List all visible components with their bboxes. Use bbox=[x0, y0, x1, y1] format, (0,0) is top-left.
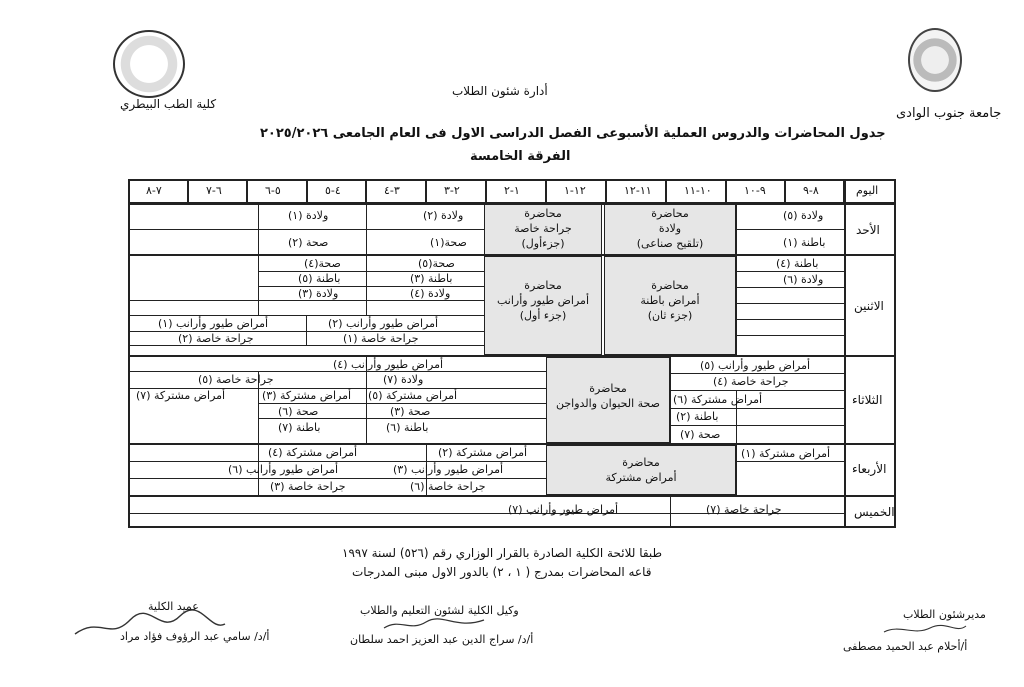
time-header-label: ٦-٧ bbox=[206, 184, 222, 197]
mon-lecture-poultry: محاضرة أمراض طيور وأرانب (جزء أول) bbox=[496, 279, 590, 322]
wed-a1: أمراض مشتركة (٢) bbox=[438, 446, 528, 459]
time-header-label: ٣-٤ bbox=[384, 184, 400, 197]
time-header-label: ٧-٨ bbox=[146, 184, 162, 197]
time-header-label: ١١-١٢ bbox=[624, 184, 652, 197]
tue-r1a: أمراض طيور وأرانب (٥) bbox=[700, 359, 811, 372]
mon-c5c: ولادة (٤) bbox=[410, 287, 451, 300]
tue-m9: باطنة (٧) bbox=[278, 421, 321, 434]
wed-b3: جراحة خاصة (٣) bbox=[270, 480, 346, 493]
time-header-label: ١٠-١١ bbox=[684, 184, 712, 197]
sun-c5b: صحة(١) bbox=[430, 236, 467, 249]
department-name: أدارة شئون الطلاب bbox=[452, 84, 548, 98]
tue-lecture: محاضرة صحة الحيوان والدواجن bbox=[555, 382, 660, 410]
mon-c5a: صحة(٥) bbox=[418, 257, 455, 270]
tue-r1b: جراحة خاصة (٤) bbox=[713, 375, 789, 388]
footer-line1: طبقا للائحة الكلية الصادرة بالقرار الوزاري رقم (٥٢٦) لسنة ١٩٩٧ bbox=[342, 546, 663, 560]
time-header-label: ٢-٣ bbox=[444, 184, 460, 197]
day-tuesday: الثلاثاء bbox=[852, 393, 883, 407]
vice-signature bbox=[380, 614, 490, 636]
wed-c1: أمراض مشتركة (١) bbox=[741, 447, 831, 460]
dean-name: أ/د/ سامي عبد الرؤوف فؤاد مراد bbox=[120, 630, 270, 643]
sun-c1a: ولادة (٥) bbox=[783, 209, 824, 222]
mon-c7c: ولادة (٣) bbox=[298, 287, 339, 300]
day-monday: الاثنين bbox=[854, 299, 884, 313]
sun-lecture-surgery: محاضرة جراحة خاصة (جزءأول) bbox=[514, 207, 572, 250]
tue-m5: باطنة (٦) bbox=[386, 421, 429, 434]
vice-name: أ/د/ سراج الدين عبد العزيز احمد سلطان bbox=[350, 633, 534, 646]
wed-lecture: محاضرة أمراض مشتركة bbox=[605, 456, 677, 484]
mon-c5b: باطنة (٣) bbox=[410, 272, 453, 285]
faculty-name: كلية الطب البيطري bbox=[120, 97, 217, 111]
time-header-label: ٩-١٠ bbox=[744, 184, 766, 197]
vice-title: وكيل الكلية لشئون التعليم والطلاب bbox=[360, 604, 519, 617]
tue-r1c: أمراض مشتركة (٦) bbox=[673, 393, 763, 406]
mon-l2: أمراض طيور وأرانب (١) bbox=[158, 317, 269, 330]
director-signature bbox=[880, 618, 970, 640]
time-header-label: ١-٢ bbox=[504, 184, 520, 197]
mon-l4: جراحة خاصة (٢) bbox=[178, 332, 254, 345]
university-logo bbox=[908, 28, 962, 92]
faculty-logo bbox=[113, 30, 185, 98]
page-subtitle: الفرقة الخامسة bbox=[470, 149, 571, 164]
time-header-label: ٤-٥ bbox=[325, 184, 341, 197]
wed-a2: أمراض طيور وأرانب (٣) bbox=[393, 463, 504, 476]
mon-l3: جراحة خاصة (١) bbox=[343, 332, 419, 345]
sun-c7a: ولادة (١) bbox=[288, 209, 329, 222]
tue-m8: صحة (٦) bbox=[278, 405, 319, 418]
dean-title: عميد الكلية bbox=[148, 600, 199, 613]
wed-b2: أمراض طيور وأرانب (٦) bbox=[228, 463, 339, 476]
university-name: جامعة جنوب الوادى bbox=[896, 106, 1002, 121]
time-header-label: ٨-٩ bbox=[803, 184, 819, 197]
header-day-label: اليوم bbox=[856, 184, 879, 197]
tue-m10: أمراض مشتركة (٧) bbox=[136, 389, 226, 402]
mon-c7a: صحة(٤) bbox=[304, 257, 341, 270]
day-thursday: الخميس bbox=[854, 505, 895, 519]
director-name: أ/أحلام عبد الحميد مصطفى bbox=[843, 640, 968, 653]
time-header-label: ٥-٦ bbox=[265, 184, 281, 197]
mon-c1a: باطنة (٤) bbox=[776, 257, 819, 270]
sun-lecture-obstetrics: محاضرة ولادة (تلقيح صناعى) bbox=[636, 207, 704, 250]
timetable bbox=[128, 179, 896, 528]
tue-m1: أمراض طيور وأرانب (٤) bbox=[333, 358, 444, 371]
time-header-label: ١٢-١ bbox=[564, 184, 586, 197]
tue-m7: أمراض مشتركة (٣) bbox=[262, 389, 352, 402]
tue-m4: صحة (٣) bbox=[390, 405, 431, 418]
thu-c1: جراحة خاصة (٧) bbox=[706, 503, 782, 516]
mon-lecture-internal: محاضرة أمراض باطنة (جزء ثان) bbox=[640, 279, 700, 322]
sun-c5a: ولادة (٢) bbox=[423, 209, 464, 222]
day-sunday: الأحد bbox=[856, 223, 880, 237]
thu-c2: أمراض طيور وأرانب (٧) bbox=[508, 503, 619, 516]
tue-r1e: صحة (٧) bbox=[680, 428, 721, 441]
tue-r1d: باطنة (٢) bbox=[676, 410, 719, 423]
sun-c1b: باطنة (١) bbox=[783, 236, 826, 249]
tue-m6: جراحة خاصة (٥) bbox=[198, 373, 274, 386]
mon-l1: أمراض طيور وأرانب (٢) bbox=[328, 317, 439, 330]
footer-line2: قاعه المحاضرات بمدرج ( ١ ، ٢) بالدور الاول مبنى المدرجات bbox=[352, 565, 652, 579]
mon-c7b: باطنة (٥) bbox=[298, 272, 341, 285]
tue-m3: أمراض مشتركة (٥) bbox=[368, 389, 458, 402]
wed-a3: جراحة خاصة (٦) bbox=[410, 480, 486, 493]
wed-b1: أمراض مشتركة (٤) bbox=[268, 446, 358, 459]
tue-m2: ولادة (٧) bbox=[383, 373, 424, 386]
sun-c7b: صحة (٢) bbox=[288, 236, 329, 249]
dean-signature bbox=[70, 606, 230, 646]
page-title: جدول المحاضرات والدروس العملية الأسبوعى الفصل الدراسى الاول فى العام الجامعى ٢٠٢٥/٢٠٢٦ bbox=[260, 126, 886, 141]
mon-c1b: ولادة (٦) bbox=[783, 273, 824, 286]
day-wednesday: الأربعاء bbox=[852, 462, 887, 476]
director-title: مديرشئون الطلاب bbox=[903, 608, 986, 621]
